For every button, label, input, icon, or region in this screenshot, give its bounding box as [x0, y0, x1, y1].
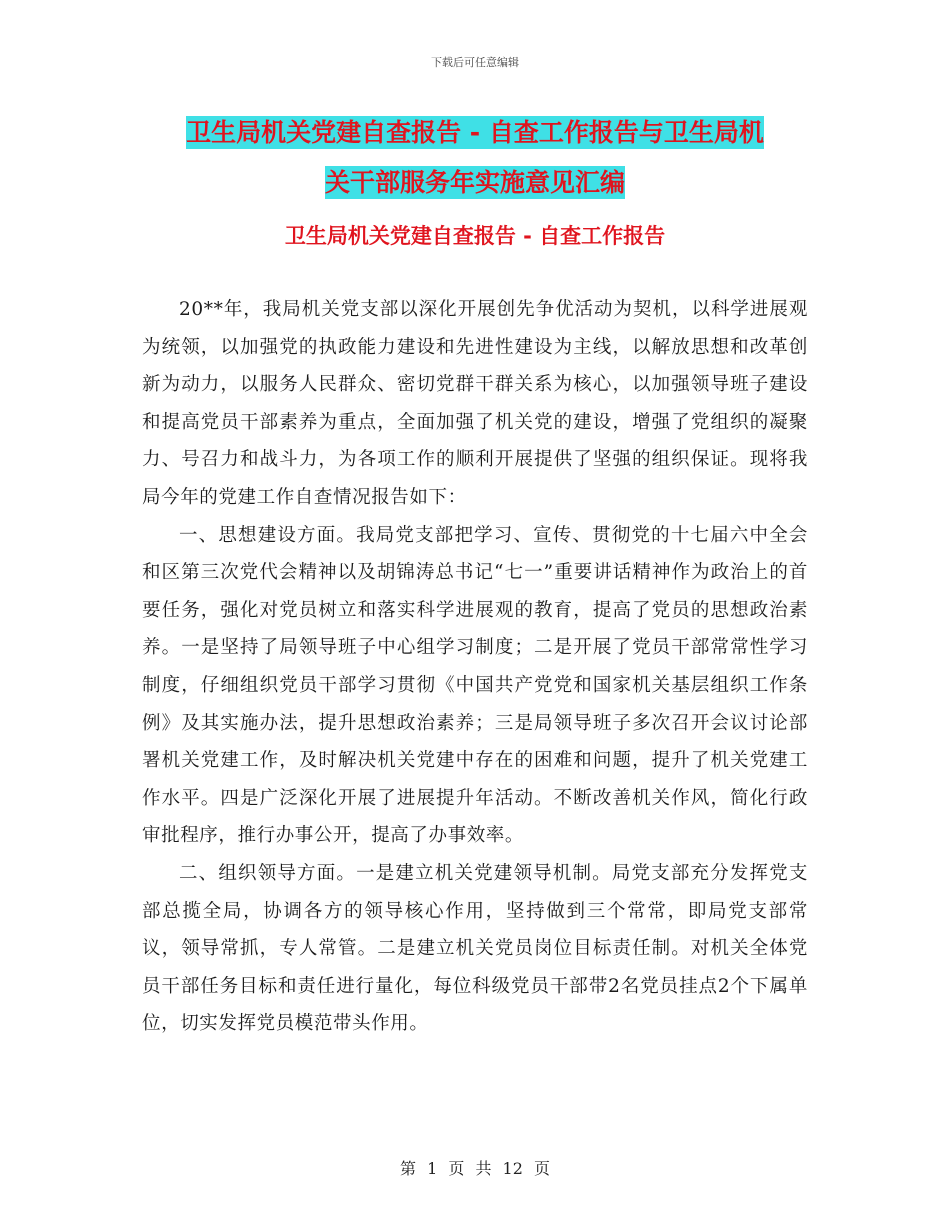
title-line-2: [0, 158, 950, 208]
paragraph-ideology: 一、思想建设方面。我局党支部把学习、宣传、贯彻党的十七届六中全会和区第三次党代会精神以及胡锦涛总书记“七一”重要讲话精神作为政治上的首要任务，强化对党员树立和落实科学进展观的教育，提高了党员的思想政治素养。一是坚持了局领导班子中心组学习制度；二是开展了党员干部常常性学习制度，仔细组织党员干部学习贯彻《中国共产党党和国家机关基层组织工作条例》及其实施办法，提升思想政治素养；三是局领导班子多次召开会议讨论部署机关党建工作，及时解决机关党建中存在的困难和问题，提升了机关党建工作水平。四是广泛深化开展了进展提升年活动。不断改善机关作风，简化行政审批程序，推行办事公开，提高了办事效率。: [142, 524, 808, 847]
page-number-footer: 第 1 页 共 12 页: [400, 1159, 550, 1178]
header-note: 下载后可任意编辑: [431, 56, 519, 69]
paragraph-intro: 20**年，我局机关党支部以深化开展创先争优活动为契机，以科学进展观为统领，以加强党的执政能力建设和先进性建设为主线，以解放思想和改革创新为动力，以服务人民群众、密切党群干群关系为核心，以加强领导班子建设和提高党员干部素养为重点，全面加强了机关党的建设，增强了党组织的凝聚力、号召力和战斗力，为各项工作的顺利开展提供了坚强的组织保证。现将我局今年的党建工作自查情况报告如下：: [142, 299, 808, 508]
body-text: [142, 291, 808, 1043]
title-line-1-text: 卫生局机关党建自查报告 - 自查工作报告与卫生局机: [186, 118, 764, 147]
paragraph-organization: 二、组织领导方面。一是建立机关党建领导机制。局党支部充分发挥党支部总揽全局，协调各方的领导核心作用，坚持做到三个常常，即局党支部常议，领导常抓，专人常管。二是建立机关党员岗位目标责任制。对机关全体党员干部任务目标和责任进行量化，每位科级党员干部带2名党员挂点2个下属单位，切实发挥党员模范带头作用。: [142, 862, 808, 1035]
title-line-2-text: 关干部服务年实施意见汇编: [324, 168, 625, 197]
title-line-1: [0, 108, 950, 158]
document-title: [0, 108, 950, 208]
section-title: 卫生局机关党建自查报告 - 自查工作报告: [284, 224, 666, 248]
